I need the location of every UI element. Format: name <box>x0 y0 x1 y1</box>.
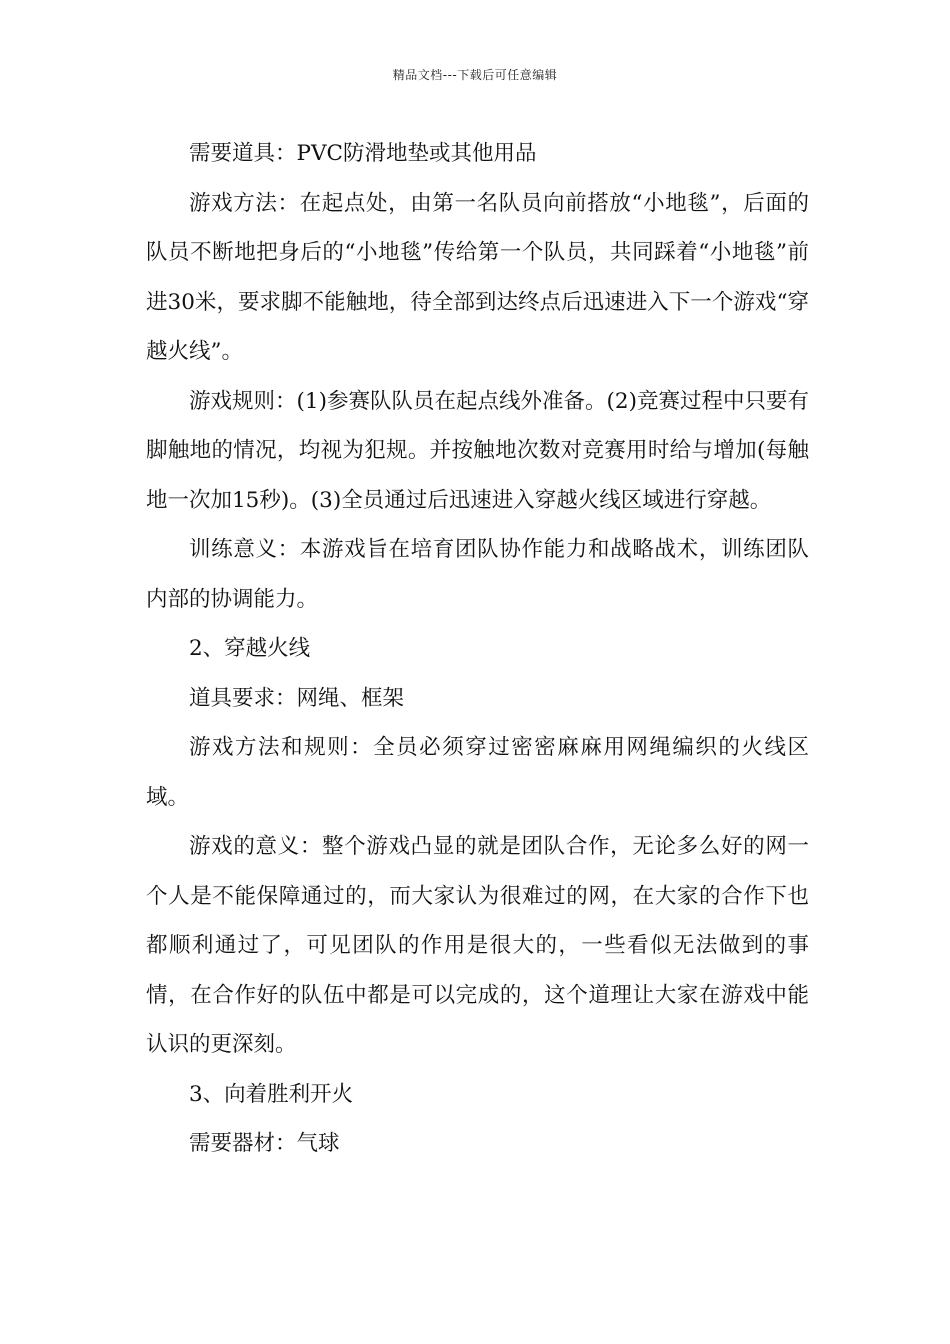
paragraph-props-2: 道具要求：网绳、框架 <box>189 685 405 711</box>
paragraph-rules: 游戏规则：(1)参赛队队员在起点线外准备。(2)竞赛过程中只要有脚触地的情况，均视为犯规。并按触地次数对竞赛用时给与增加(每触地一次加15秒)。(3)全员通过后迅速进入穿越火线区域进行穿越。 <box>146 388 809 513</box>
page-header: 精品文档---下载后可任意编辑 <box>392 68 558 82</box>
section-heading-2: 2、穿越火线 <box>189 636 311 661</box>
paragraph-game-meaning: 游戏的意义：整个游戏凸显的就是团队合作，无论多么好的网一个人是不能保障通过的，而大家认为很难过的网，在大家的合作下也都顺利通过了，可见团队的作用是很大的，一些看似无法做到的事情，在合作好的队伍中都是可以完成的，这个道理让大家在游戏中能认识的更深刻。 <box>146 834 809 1057</box>
paragraph-props: 需要道具：PVC防滑地垫或其他用品 <box>189 141 537 166</box>
document-body <box>146 129 809 1169</box>
paragraph-method: 游戏方法：在起点处，由第一名队员向前搭放“小地毯”，后面的队员不断地把身后的“小地毯”传给第一个队员，共同踩着“小地毯”前进30米，要求脚不能触地，待全部到达终点后迅速进入下一个游戏“穿越火线”。 <box>146 190 809 364</box>
paragraph-equipment-3: 需要器材：气球 <box>189 1131 340 1156</box>
section-heading-3: 3、向着胜利开火 <box>189 1081 354 1107</box>
paragraph-training-meaning: 训练意义：本游戏旨在培育团队协作能力和战略战术，训练团队内部的协调能力。 <box>146 537 809 612</box>
paragraph-method-rules-2: 游戏方法和规则：全员必须穿过密密麻麻用网绳编织的火线区域。 <box>146 735 809 810</box>
